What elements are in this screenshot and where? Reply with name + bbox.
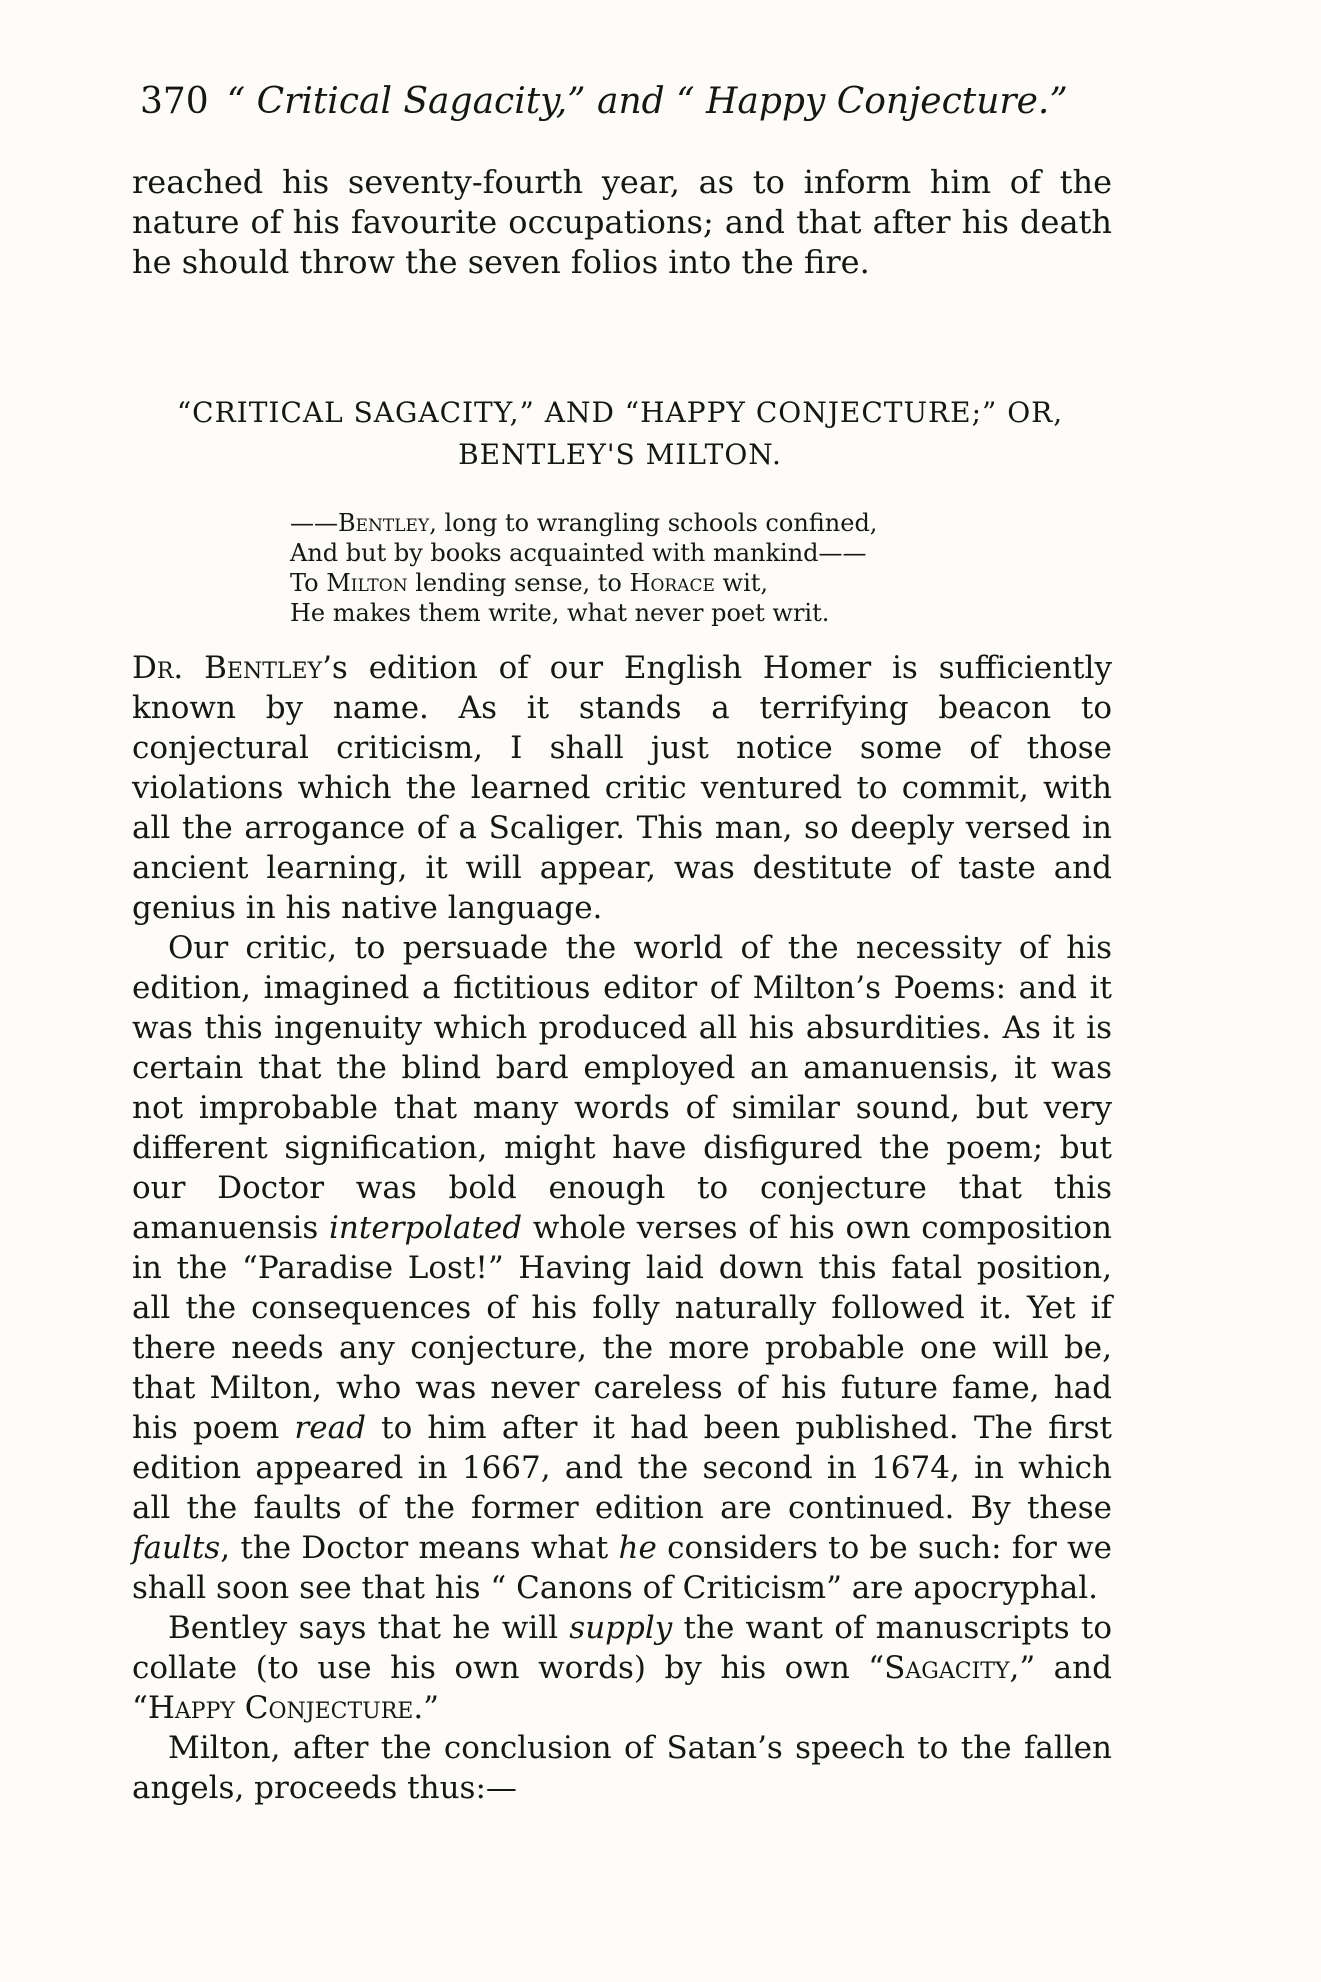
p3-smallcaps-happy-conjecture: Happy Conjecture [147, 1690, 414, 1726]
p3-italic-supply: supply [569, 1610, 673, 1646]
epigraph-name-milton: Milton [326, 569, 408, 597]
epigraph-line-4: He makes them write, what never poet writ. [290, 599, 830, 627]
epigraph-dash: —— [290, 509, 338, 537]
epigraph-l3-c: wit, [714, 569, 769, 597]
p3-text-d: .” [413, 1690, 440, 1726]
p2-text-b: whole verses of his own composition in the “Paradise Lost!” Having laid down this fatal position, all the consequences of his folly naturally followed it. Yet if there needs any conjecture, the more probable one will be, that Milton, who was never careless of his future fame, had his poem [132, 1210, 1113, 1446]
page-number: 370 [140, 81, 209, 122]
continuation-paragraph [132, 162, 1112, 282]
p2-text-a: Our critic, to persuade the world of the necessity of his edition, imagined a fictitious editor of Milton’s Poems: and it was this ingenuity which produced all his absurdities. As it is certain that the blind bard employed an amanuensis, it was not improbable that many words of similar sound, but very different signification, might have disfigured the poem; but our Doctor was bold enough to conjecture that this amanuensis [132, 930, 1112, 1246]
p2-italic-he: he [618, 1530, 657, 1566]
p2-italic-interpolated: interpolated [328, 1210, 523, 1246]
epigraph-line-1 [290, 508, 1030, 538]
paragraph-3 [132, 1608, 1112, 1728]
epigraph-l3-a: To [290, 569, 327, 597]
epigraph-line-1-rest: , long to wrangling schools confined, [429, 509, 878, 537]
epigraph-name-horace: Horace [629, 569, 715, 597]
paragraph-2 [132, 928, 1112, 1608]
continuation-text: reached his seventy-fourth year, as to inform him of the nature of his favourite occupations; and that after his death he should throw the seven folios into the fire. [132, 163, 1112, 281]
p2-italic-read: read [294, 1410, 366, 1446]
paragraph-4: Milton, after the conclusion of Satan’s speech to the fallen angels, proceeds thus:— [132, 1730, 1112, 1806]
running-title: “ Critical Sagacity,” and “ Happy Conjecture.” [226, 81, 1068, 122]
epigraph-l3-b: lending sense, to [407, 569, 630, 597]
p2-italic-faults: faults [132, 1530, 221, 1566]
heading-line-1: “CRITICAL SAGACITY,” AND “HAPPY CONJECTURE;” OR, [176, 396, 1064, 429]
p3-text-b: the want of manuscripts to collate (to use his own words) by his own “ [132, 1610, 1112, 1686]
p3-text-c: ,” and “ [132, 1650, 1112, 1726]
epigraph-line-2: And but by books acquainted with mankind—— [290, 539, 867, 567]
epigraph [290, 508, 1030, 628]
paragraph-1-text: ’s edition of our English Homer is sufficiently known by name. As it stands a terrifying beacon to conjectural criticism, I shall just notice some of those violations which the learned critic ventured to commit, with all the arrogance of a Scaliger. This man, so deeply versed in ancient learning, it will appear, was destitute of taste and genius in his native language. [132, 650, 1112, 926]
body-text [132, 648, 1112, 1808]
running-head [140, 82, 1210, 122]
p2-text-c: to him after it had been published. The first edition appeared in 1667, and the second in 1674, in which all the faults of the former edition are continued. By these [132, 1410, 1113, 1526]
p2-text-d: , the Doctor means what [220, 1530, 619, 1566]
p3-text-a: Bentley says that he will [168, 1610, 570, 1646]
heading-line-2: BENTLEY'S MILTON. [458, 438, 782, 471]
paragraph-1-lead: Dr. Bentley [132, 650, 323, 686]
epigraph-name-bentley: Bentley [338, 509, 430, 537]
p2-text-e: considers to be such: for we shall soon see that his “ Canons of Criticism” are apocryphal. [132, 1530, 1113, 1606]
epigraph-line-3 [290, 568, 1030, 598]
section-heading [140, 392, 1100, 476]
paragraph-1 [132, 648, 1112, 928]
p3-smallcaps-sagacity: Sagacity [884, 1650, 1010, 1686]
